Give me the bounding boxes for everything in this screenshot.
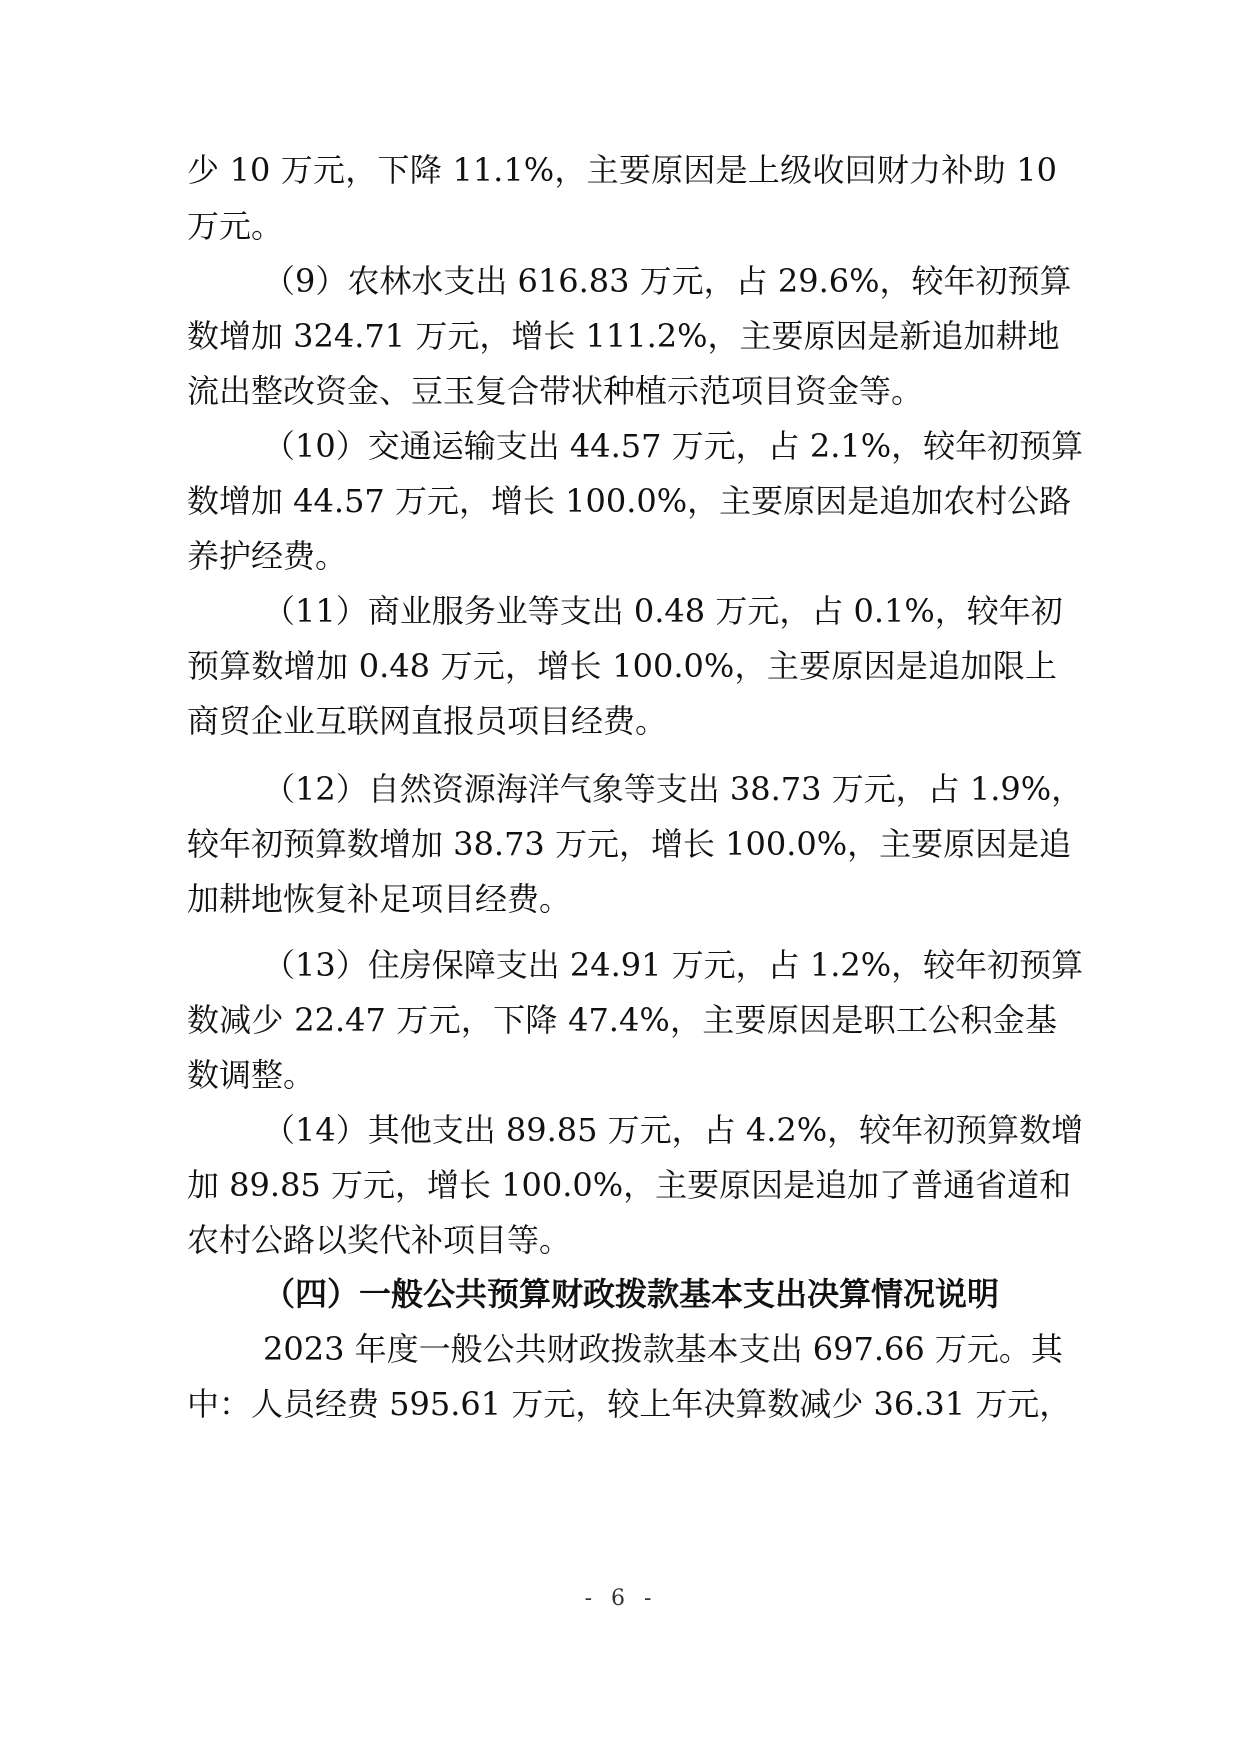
- paragraph-line: （12）自然资源海洋气象等支出 38.73 万元，占 1.9%，: [263, 770, 1084, 808]
- paragraph-line: 2023 年度一般公共财政拨款基本支出 697.66 万元。其: [263, 1330, 1063, 1368]
- paragraph-line: 养护经费。: [187, 537, 348, 575]
- paragraph-line: 万元。: [187, 207, 284, 245]
- paragraph-line: 预算数增加 0.48 万元，增长 100.0%，主要原因是追加限上: [187, 647, 1057, 685]
- paragraph-line: 数减少 22.47 万元，下降 47.4%，主要原因是职工公积金基: [187, 1001, 1057, 1039]
- paragraph-line: 数增加 324.71 万元，增长 111.2%，主要原因是新追加耕地: [187, 317, 1060, 355]
- paragraph-line: 少 10 万元，下降 11.1%，主要原因是上级收回财力补助 10: [187, 151, 1057, 189]
- paragraph-line: 中：人员经费 595.61 万元，较上年决算数减少 36.31 万元，: [187, 1385, 1072, 1423]
- paragraph-line: 较年初预算数增加 38.73 万元，增长 100.0%，主要原因是追: [187, 825, 1072, 863]
- paragraph-line: （13）住房保障支出 24.91 万元，占 1.2%，较年初预算: [263, 946, 1084, 984]
- paragraph-line: 加耕地恢复补足项目经费。: [187, 880, 572, 918]
- paragraph-line: （10）交通运输支出 44.57 万元，占 2.1%，较年初预算: [263, 427, 1084, 465]
- paragraph-line: 数增加 44.57 万元，增长 100.0%，主要原因是追加农村公路: [187, 482, 1072, 520]
- section-heading: （四）一般公共预算财政拨款基本支出决算情况说明: [263, 1275, 1000, 1313]
- paragraph-line: （9）农林水支出 616.83 万元，占 29.6%，较年初预算: [263, 262, 1072, 300]
- paragraph-line: 农村公路以奖代补项目等。: [187, 1221, 572, 1259]
- page-number: - 6 -: [584, 1586, 658, 1611]
- paragraph-line: 加 89.85 万元，增长 100.0%，主要原因是追加了普通省道和: [187, 1166, 1072, 1204]
- paragraph-line: 商贸企业互联网直报员项目经费。: [187, 702, 668, 740]
- paragraph-line: 流出整改资金、豆玉复合带状种植示范项目资金等。: [187, 372, 924, 410]
- paragraph-line: 数调整。: [187, 1056, 316, 1094]
- paragraph-line: （11）商业服务业等支出 0.48 万元，占 0.1%，较年初: [263, 592, 1063, 630]
- paragraph-line: （14）其他支出 89.85 万元，占 4.2%，较年初预算数增: [263, 1111, 1084, 1149]
